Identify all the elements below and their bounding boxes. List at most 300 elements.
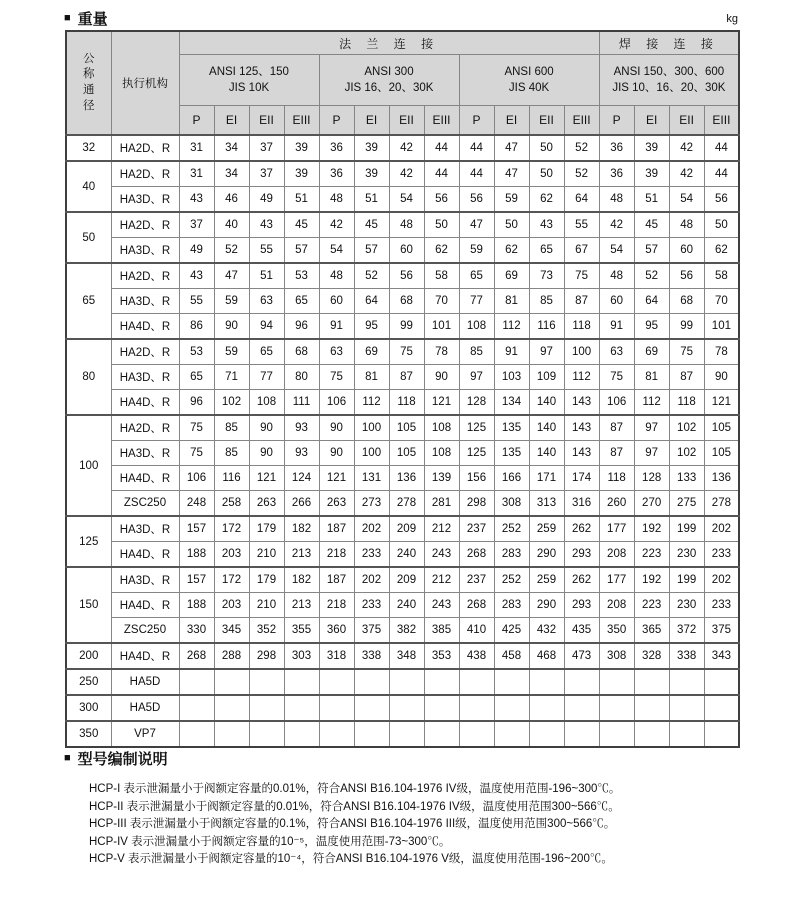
weight-value-cell: 348 (389, 643, 424, 669)
weight-value-cell: 85 (214, 415, 249, 441)
table-row (66, 491, 739, 517)
weight-value-cell: 42 (669, 135, 704, 161)
weight-value-cell (424, 695, 459, 721)
weight-value-cell: 60 (319, 289, 354, 314)
weight-value-cell: 203 (214, 593, 249, 618)
nominal-diameter-cell: 65 (66, 263, 111, 339)
weight-value-cell: 60 (389, 238, 424, 264)
weight-value-cell: 85 (529, 289, 564, 314)
weight-value-cell: 90 (319, 441, 354, 466)
weight-value-cell: 102 (214, 390, 249, 416)
weight-value-cell: 283 (494, 593, 529, 618)
weight-value-cell: 143 (564, 441, 599, 466)
weight-value-cell: 48 (389, 212, 424, 238)
weight-value-cell: 432 (529, 618, 564, 644)
weight-value-cell: 112 (494, 314, 529, 340)
weight-value-cell: 330 (179, 618, 214, 644)
weight-value-cell: 283 (494, 542, 529, 568)
weight-value-cell (529, 669, 564, 695)
weight-value-cell: 53 (284, 263, 319, 289)
weight-value-cell: 187 (319, 516, 354, 542)
weight-value-cell: 213 (284, 593, 319, 618)
nominal-diameter-cell: 300 (66, 695, 111, 721)
weight-value-cell: 39 (634, 161, 669, 187)
actuator-cell: HA2D、R (111, 339, 179, 365)
header-col-p: P (179, 106, 214, 136)
weight-value-cell: 52 (214, 238, 249, 264)
weight-value-cell: 360 (319, 618, 354, 644)
weight-table (65, 30, 740, 748)
weight-value-cell: 69 (634, 339, 669, 365)
weight-value-cell: 382 (389, 618, 424, 644)
header-ansi-125-150-line1: ANSI 125、150 (209, 65, 289, 78)
nominal-diameter-cell: 40 (66, 161, 111, 212)
actuator-cell: HA4D、R (111, 593, 179, 618)
weight-value-cell: 100 (354, 415, 389, 441)
weight-value-cell: 54 (599, 238, 634, 264)
table-row (66, 415, 739, 441)
table-row (66, 390, 739, 416)
weight-value-cell: 50 (494, 212, 529, 238)
weight-value-cell: 34 (214, 135, 249, 161)
weight-value-cell: 410 (459, 618, 494, 644)
weight-value-cell: 44 (704, 135, 739, 161)
weight-value-cell: 69 (494, 263, 529, 289)
weight-value-cell: 140 (529, 441, 564, 466)
weight-value-cell: 139 (424, 466, 459, 491)
weight-value-cell: 50 (529, 135, 564, 161)
actuator-cell: HA3D、R (111, 441, 179, 466)
weight-value-cell: 51 (249, 263, 284, 289)
weight-value-cell: 42 (599, 212, 634, 238)
weight-value-cell: 118 (669, 390, 704, 416)
header-ansi-300 (319, 55, 459, 106)
model-notes-section-title-text: 型号编制说明 (77, 751, 168, 768)
table-row (66, 542, 739, 568)
weight-value-cell: 90 (214, 314, 249, 340)
weight-value-cell: 365 (634, 618, 669, 644)
weight-value-cell: 44 (424, 135, 459, 161)
weight-value-cell: 65 (529, 238, 564, 264)
weight-value-cell: 51 (284, 187, 319, 213)
weight-value-cell: 47 (459, 212, 494, 238)
weight-value-cell: 94 (249, 314, 284, 340)
weight-value-cell: 111 (284, 390, 319, 416)
weight-value-cell (704, 721, 739, 747)
weight-value-cell: 81 (634, 365, 669, 390)
weight-value-cell: 124 (284, 466, 319, 491)
weight-value-cell: 91 (599, 314, 634, 340)
actuator-cell: HA4D、R (111, 643, 179, 669)
weight-value-cell: 125 (459, 415, 494, 441)
weight-value-cell: 372 (669, 618, 704, 644)
weight-value-cell: 44 (424, 161, 459, 187)
weight-value-cell: 353 (424, 643, 459, 669)
weight-value-cell: 97 (634, 441, 669, 466)
table-row (66, 339, 739, 365)
weight-value-cell: 64 (634, 289, 669, 314)
weight-value-cell: 172 (214, 516, 249, 542)
weight-value-cell: 57 (354, 238, 389, 264)
weight-value-cell: 42 (389, 161, 424, 187)
weight-value-cell: 90 (249, 415, 284, 441)
weight-value-cell: 47 (214, 263, 249, 289)
weight-value-cell: 99 (669, 314, 704, 340)
weight-value-cell (634, 669, 669, 695)
weight-value-cell (319, 669, 354, 695)
weight-value-cell: 34 (214, 161, 249, 187)
weight-value-cell: 258 (214, 491, 249, 517)
weight-value-cell (389, 669, 424, 695)
weight-table-header (66, 31, 739, 135)
weight-value-cell: 36 (319, 135, 354, 161)
weight-value-cell: 174 (564, 466, 599, 491)
actuator-cell: HA4D、R (111, 466, 179, 491)
weight-value-cell: 105 (389, 441, 424, 466)
weight-value-cell: 121 (704, 390, 739, 416)
weight-value-cell: 338 (354, 643, 389, 669)
weight-value-cell: 56 (459, 187, 494, 213)
weight-value-cell (704, 695, 739, 721)
weight-value-cell: 223 (634, 593, 669, 618)
weight-value-cell: 59 (214, 289, 249, 314)
weight-value-cell: 45 (634, 212, 669, 238)
header-ansi-weld-line1: ANSI 150、300、600 (613, 65, 725, 78)
weight-value-cell: 213 (284, 542, 319, 568)
weight-value-cell: 52 (354, 263, 389, 289)
weight-value-cell: 37 (249, 135, 284, 161)
weight-value-cell: 140 (529, 390, 564, 416)
weight-value-cell (179, 721, 214, 747)
weight-value-cell: 87 (564, 289, 599, 314)
weight-value-cell: 36 (599, 135, 634, 161)
weight-value-cell (529, 695, 564, 721)
weight-value-cell: 39 (634, 135, 669, 161)
weight-value-cell (669, 721, 704, 747)
weight-value-cell: 56 (424, 187, 459, 213)
weight-value-cell: 96 (284, 314, 319, 340)
header-col-eii: EII (249, 106, 284, 136)
weight-value-cell (494, 721, 529, 747)
weight-value-cell: 187 (319, 567, 354, 593)
weight-value-cell: 435 (564, 618, 599, 644)
weight-value-cell: 42 (319, 212, 354, 238)
weight-value-cell (564, 695, 599, 721)
actuator-cell: HA2D、R (111, 263, 179, 289)
weight-value-cell: 243 (424, 593, 459, 618)
weight-value-cell: 55 (179, 289, 214, 314)
weight-value-cell (424, 721, 459, 747)
actuator-cell: HA2D、R (111, 161, 179, 187)
unit-label: kg (726, 13, 738, 25)
weight-value-cell (494, 695, 529, 721)
header-col-eiii: EIII (704, 106, 739, 136)
actuator-cell: HA4D、R (111, 542, 179, 568)
weight-value-cell: 248 (179, 491, 214, 517)
weight-value-cell: 157 (179, 567, 214, 593)
table-row (66, 187, 739, 213)
table-row (66, 365, 739, 390)
square-bullet-icon: ■ (64, 752, 71, 764)
weight-value-cell: 59 (459, 238, 494, 264)
weight-value-cell: 57 (284, 238, 319, 264)
header-col-p: P (599, 106, 634, 136)
table-row (66, 516, 739, 542)
weight-value-cell: 49 (249, 187, 284, 213)
weight-value-cell: 112 (354, 390, 389, 416)
weight-value-cell: 63 (249, 289, 284, 314)
weight-value-cell: 68 (284, 339, 319, 365)
weight-value-cell: 350 (599, 618, 634, 644)
weight-value-cell: 188 (179, 593, 214, 618)
weight-section-title-text: 重量 (77, 11, 108, 28)
weight-value-cell: 275 (669, 491, 704, 517)
weight-value-cell: 86 (179, 314, 214, 340)
weight-value-cell: 171 (529, 466, 564, 491)
header-ansi-300-line1: ANSI 300 (364, 65, 414, 78)
weight-value-cell: 97 (634, 415, 669, 441)
weight-value-cell: 109 (529, 365, 564, 390)
weight-value-cell: 56 (389, 263, 424, 289)
weight-value-cell: 338 (669, 643, 704, 669)
square-bullet-icon: ■ (64, 12, 71, 24)
weight-value-cell (319, 721, 354, 747)
weight-value-cell: 103 (494, 365, 529, 390)
weight-value-cell: 156 (459, 466, 494, 491)
weight-value-cell: 136 (389, 466, 424, 491)
weight-value-cell: 118 (389, 390, 424, 416)
weight-value-cell: 55 (249, 238, 284, 264)
weight-value-cell: 278 (704, 491, 739, 517)
weight-value-cell: 131 (354, 466, 389, 491)
header-col-ei: EI (354, 106, 389, 136)
weight-value-cell: 67 (564, 238, 599, 264)
nominal-diameter-cell: 150 (66, 567, 111, 643)
weight-value-cell: 53 (179, 339, 214, 365)
weight-value-cell (179, 695, 214, 721)
weight-value-cell (284, 669, 319, 695)
weight-value-cell: 97 (529, 339, 564, 365)
weight-value-cell: 105 (704, 415, 739, 441)
weight-value-cell: 121 (319, 466, 354, 491)
weight-value-cell: 46 (214, 187, 249, 213)
weight-value-cell: 85 (459, 339, 494, 365)
weight-value-cell (564, 669, 599, 695)
weight-value-cell (284, 721, 319, 747)
weight-value-cell: 112 (564, 365, 599, 390)
weight-value-cell: 293 (564, 542, 599, 568)
weight-value-cell (249, 669, 284, 695)
table-row (66, 567, 739, 593)
weight-value-cell: 39 (284, 135, 319, 161)
weight-value-cell: 58 (704, 263, 739, 289)
header-col-p: P (459, 106, 494, 136)
header-col-p: P (319, 106, 354, 136)
weight-value-cell: 208 (599, 593, 634, 618)
actuator-cell: ZSC250 (111, 618, 179, 644)
weight-value-cell (354, 721, 389, 747)
weight-value-cell: 93 (284, 441, 319, 466)
weight-value-cell: 192 (634, 567, 669, 593)
weight-value-cell: 43 (179, 187, 214, 213)
note-line: HCP-IV 表示泄漏量小于阀额定容量的10⁻⁵，温度使用范围-73~300℃。 (89, 835, 451, 848)
weight-value-cell: 298 (249, 643, 284, 669)
weight-value-cell: 313 (529, 491, 564, 517)
weight-value-cell (424, 669, 459, 695)
weight-value-cell: 298 (459, 491, 494, 517)
weight-value-cell: 96 (179, 390, 214, 416)
weight-value-cell: 39 (354, 161, 389, 187)
weight-value-cell: 116 (529, 314, 564, 340)
weight-value-cell: 62 (529, 187, 564, 213)
weight-value-cell (599, 669, 634, 695)
table-row (66, 289, 739, 314)
weight-value-cell: 157 (179, 516, 214, 542)
weight-value-cell: 75 (179, 415, 214, 441)
weight-value-cell: 101 (704, 314, 739, 340)
weight-value-cell: 260 (599, 491, 634, 517)
weight-value-cell (179, 669, 214, 695)
weight-value-cell: 230 (669, 542, 704, 568)
weight-value-cell: 52 (634, 263, 669, 289)
actuator-cell: HA5D (111, 669, 179, 695)
weight-value-cell (459, 669, 494, 695)
weight-value-cell: 75 (319, 365, 354, 390)
weight-value-cell: 48 (599, 263, 634, 289)
header-ansi-300-line2: JIS 16、20、30K (344, 82, 434, 94)
model-notes-section-title (64, 748, 168, 769)
weight-value-cell: 385 (424, 618, 459, 644)
weight-value-cell: 273 (354, 491, 389, 517)
weight-value-cell: 316 (564, 491, 599, 517)
weight-value-cell: 240 (389, 593, 424, 618)
weight-value-cell: 62 (704, 238, 739, 264)
weight-value-cell: 293 (564, 593, 599, 618)
weight-value-cell (634, 721, 669, 747)
weight-value-cell: 438 (459, 643, 494, 669)
weight-value-cell: 106 (179, 466, 214, 491)
table-row (66, 212, 739, 238)
weight-value-cell: 44 (704, 161, 739, 187)
weight-value-cell: 268 (459, 593, 494, 618)
weight-value-cell: 177 (599, 516, 634, 542)
weight-value-cell: 31 (179, 135, 214, 161)
header-ansi-125-150-line2: JIS 10K (228, 82, 270, 94)
weight-value-cell: 199 (669, 567, 704, 593)
weight-value-cell: 343 (704, 643, 739, 669)
weight-value-cell: 345 (214, 618, 249, 644)
weight-value-cell: 303 (284, 643, 319, 669)
header-col-eiii: EIII (564, 106, 599, 136)
weight-value-cell: 51 (354, 187, 389, 213)
weight-value-cell: 266 (284, 491, 319, 517)
table-row (66, 721, 739, 747)
weight-value-cell: 81 (494, 289, 529, 314)
weight-value-cell: 223 (634, 542, 669, 568)
header-col-ei: EI (494, 106, 529, 136)
header-ansi-600 (459, 55, 599, 106)
weight-value-cell: 121 (249, 466, 284, 491)
weight-value-cell: 375 (354, 618, 389, 644)
actuator-cell: ZSC250 (111, 491, 179, 517)
weight-value-cell: 60 (599, 289, 634, 314)
weight-table-body (66, 135, 739, 747)
weight-value-cell (249, 695, 284, 721)
weight-value-cell: 75 (179, 441, 214, 466)
actuator-cell: HA2D、R (111, 212, 179, 238)
weight-value-cell: 95 (354, 314, 389, 340)
weight-value-cell: 134 (494, 390, 529, 416)
weight-value-cell: 90 (319, 415, 354, 441)
weight-value-cell: 43 (179, 263, 214, 289)
weight-value-cell: 91 (319, 314, 354, 340)
weight-value-cell: 90 (424, 365, 459, 390)
weight-value-cell: 218 (319, 593, 354, 618)
weight-value-cell: 210 (249, 593, 284, 618)
weight-value-cell: 91 (494, 339, 529, 365)
weight-value-cell: 202 (704, 567, 739, 593)
weight-value-cell: 64 (564, 187, 599, 213)
header-nominal-diameter (66, 31, 111, 135)
weight-value-cell: 218 (319, 542, 354, 568)
weight-section-title (64, 8, 108, 29)
weight-value-cell (564, 721, 599, 747)
weight-value-cell: 51 (634, 187, 669, 213)
weight-value-cell: 281 (424, 491, 459, 517)
weight-value-cell: 458 (494, 643, 529, 669)
weight-value-cell: 270 (634, 491, 669, 517)
weight-value-cell: 108 (424, 415, 459, 441)
table-row (66, 314, 739, 340)
header-actuator: 执行机构 (111, 31, 179, 135)
weight-value-cell: 243 (424, 542, 459, 568)
weight-value-cell: 45 (354, 212, 389, 238)
weight-value-cell: 43 (529, 212, 564, 238)
weight-value-cell: 31 (179, 161, 214, 187)
weight-value-cell: 118 (599, 466, 634, 491)
weight-value-cell: 43 (249, 212, 284, 238)
weight-value-cell: 112 (634, 390, 669, 416)
note-line: HCP-II 表示泄漏量小于阀额定容量的0.01%，符合ANSI B16.104-1976 IV级，温度使用范围300~566℃。 (89, 800, 620, 813)
header-col-eiii: EIII (284, 106, 319, 136)
weight-value-cell: 308 (494, 491, 529, 517)
weight-value-cell: 59 (494, 187, 529, 213)
weight-value-cell: 290 (529, 593, 564, 618)
weight-value-cell: 90 (704, 365, 739, 390)
weight-value-cell (284, 695, 319, 721)
table-row (66, 695, 739, 721)
header-ansi-125-150 (179, 55, 319, 106)
weight-value-cell: 278 (389, 491, 424, 517)
weight-value-cell: 105 (389, 415, 424, 441)
weight-value-cell: 68 (669, 289, 704, 314)
table-row (66, 161, 739, 187)
weight-value-cell: 210 (249, 542, 284, 568)
weight-value-cell (459, 695, 494, 721)
weight-value-cell: 133 (669, 466, 704, 491)
weight-value-cell: 263 (249, 491, 284, 517)
weight-value-cell: 48 (599, 187, 634, 213)
weight-value-cell: 48 (669, 212, 704, 238)
header-nominal-diameter-text: 公称通径 (83, 52, 95, 112)
weight-value-cell: 68 (389, 289, 424, 314)
nominal-diameter-cell: 200 (66, 643, 111, 669)
actuator-cell: HA4D、R (111, 314, 179, 340)
weight-value-cell: 177 (599, 567, 634, 593)
weight-value-cell: 203 (214, 542, 249, 568)
weight-value-cell: 77 (249, 365, 284, 390)
weight-value-cell (214, 721, 249, 747)
